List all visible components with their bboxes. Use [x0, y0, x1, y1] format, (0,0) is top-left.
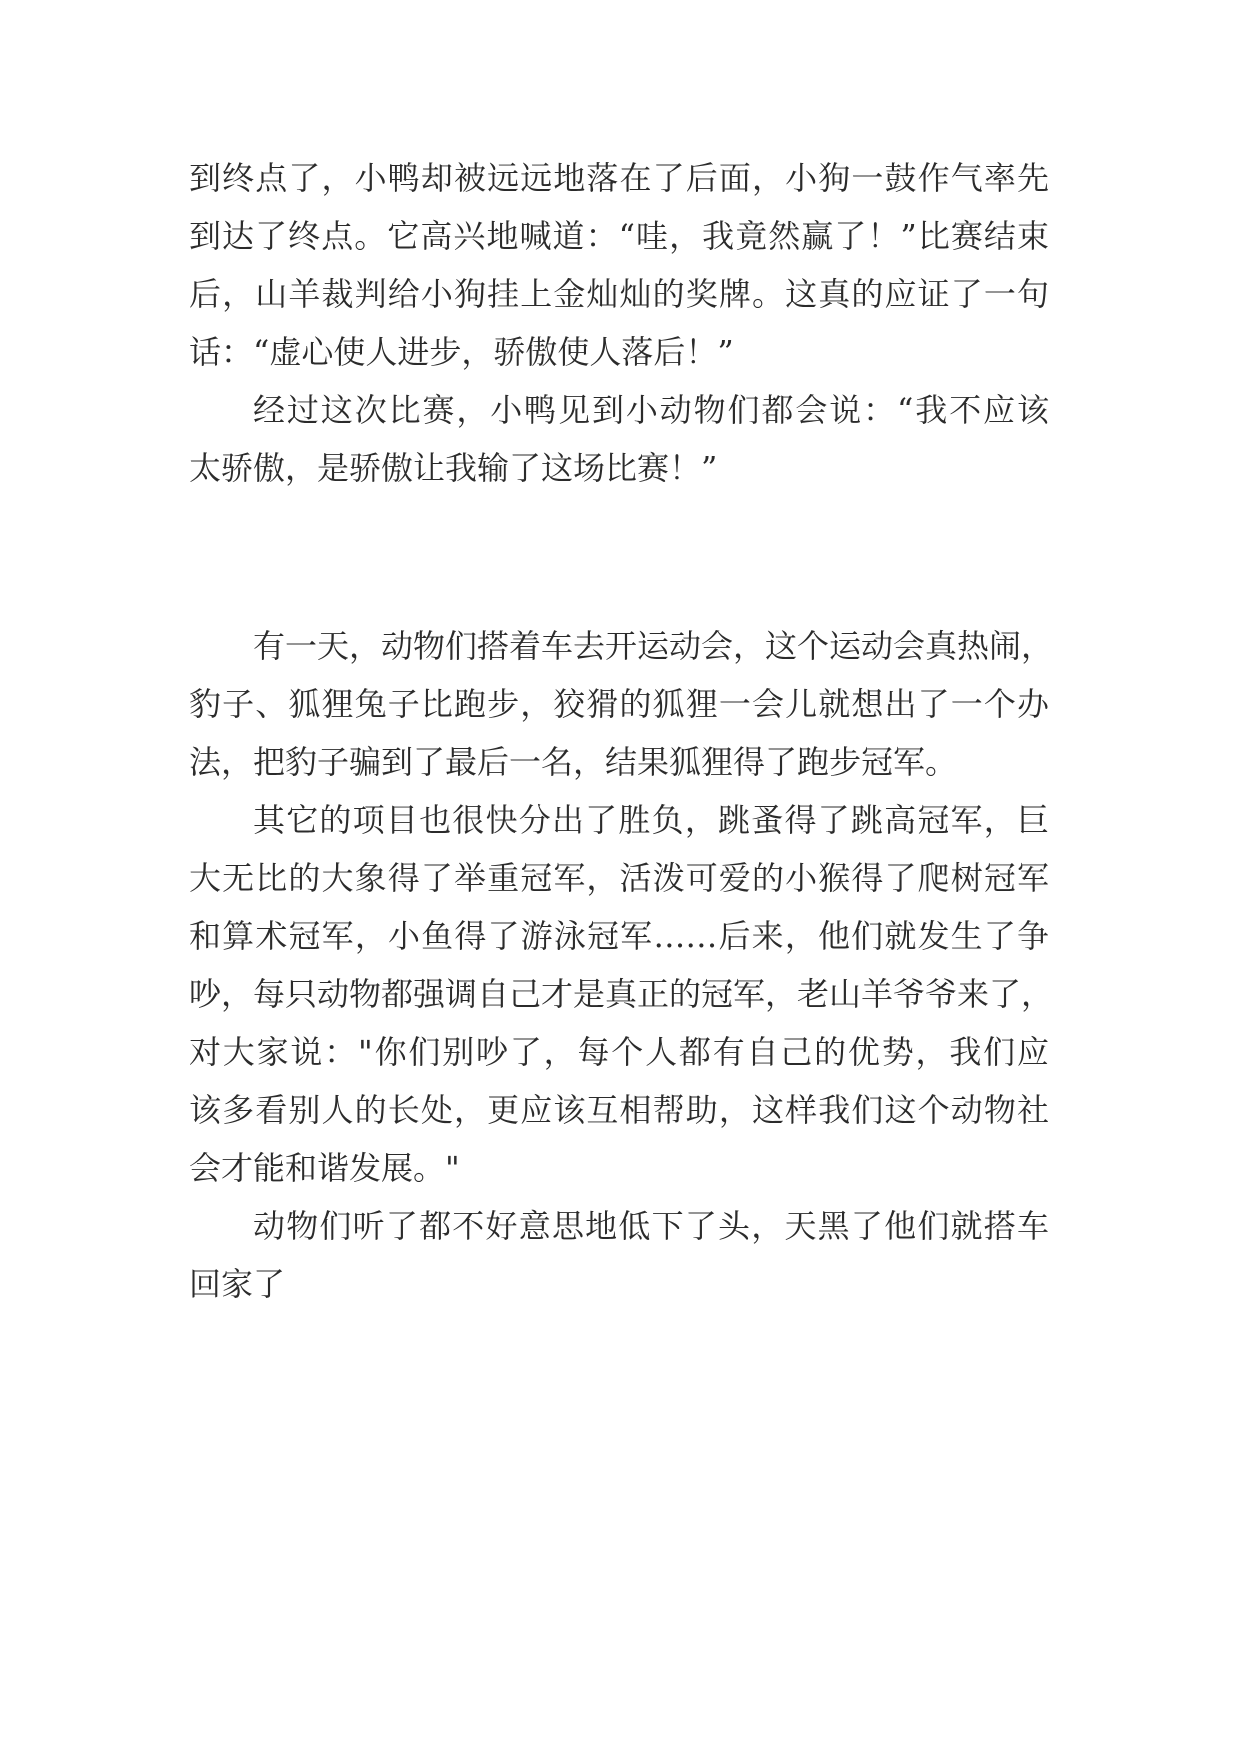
text-line: 其它的项目也很快分出了胜负，跳蚤得了跳高冠军，巨: [253, 801, 1049, 839]
text-line: 话：“虚心使人进步，骄傲使人落后！”: [189, 333, 734, 371]
text-line: 到终点了，小鸭却被远远地落在了后面，小狗一鼓作气率先: [189, 159, 1049, 197]
text-line: 对大家说："你们别吵了，每个人都有自己的优势，我们应: [189, 1033, 1049, 1071]
paragraph-3: [189, 626, 1054, 782]
text-line: 回家了: [189, 1265, 286, 1303]
text-line: 后，山羊裁判给小狗挂上金灿灿的奖牌。这真的应证了一句: [189, 275, 1049, 313]
text-line: 大无比的大象得了举重冠军，活泼可爱的小猴得了爬树冠军: [189, 859, 1049, 897]
section-gap: [189, 506, 1049, 568]
text-line: 吵，每只动物都强调自己才是真正的冠军，老山羊爷爷来了，: [189, 975, 1054, 1013]
text-line: 太骄傲，是骄傲让我输了这场比赛！”: [189, 449, 718, 487]
text-line: 豹子、狐狸兔子比跑步，狡猾的狐狸一会儿就想出了一个办: [189, 685, 1049, 723]
section-heading: [189, 568, 1049, 608]
text-line: 经过这次比赛，小鸭见到小动物们都会说：“我不应该: [253, 391, 1049, 429]
paragraph-5: [189, 1206, 1049, 1304]
text-line: 动物们听了都不好意思地低下了头，天黑了他们就搭车: [253, 1207, 1049, 1245]
paragraph-2: [189, 390, 1049, 488]
text-line: 到达了终点。它高兴地喊道：“哇，我竟然赢了！”比赛结束: [189, 217, 1049, 255]
text-line: 法，把豹子骗到了最后一名，结果狐狸得了跑步冠军。: [189, 743, 958, 781]
text-line: 会才能和谐发展。": [189, 1149, 460, 1187]
text-line: 该多看别人的长处，更应该互相帮助，这样我们这个动物社: [189, 1091, 1049, 1129]
text-line: 和算术冠军，小鱼得了游泳冠军……后来，他们就发生了争: [189, 917, 1049, 955]
document-body: [189, 158, 1054, 1322]
paragraph-1: [189, 158, 1049, 372]
paragraph-4: [189, 800, 1054, 1188]
text-line: 有一天，动物们搭着车去开运动会，这个运动会真热闹，: [253, 627, 1054, 665]
